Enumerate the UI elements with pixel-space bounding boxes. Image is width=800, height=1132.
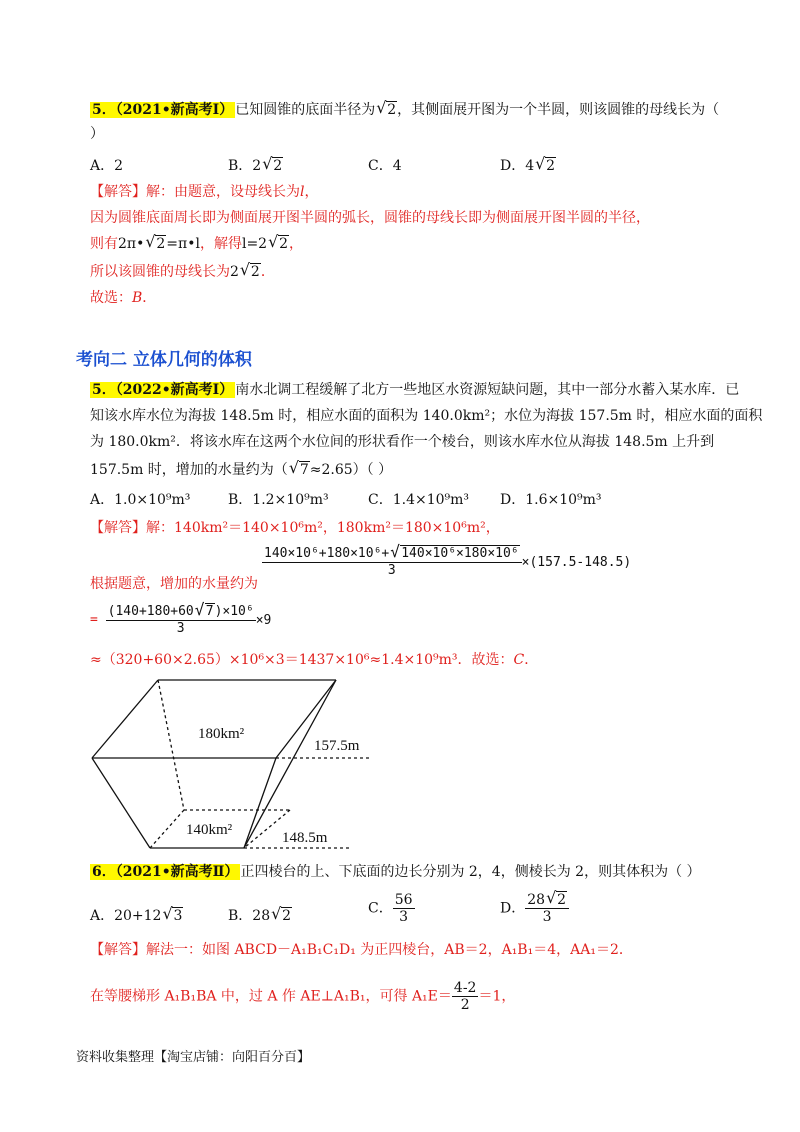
q6-solution-1: 【解答】解法一：如图 ABCD－A₁B₁C₁D₁ 为正四棱台，AB＝2，A₁B₁＝4，AA₁＝2．: [90, 942, 633, 958]
q5a-stem-line2: ）: [90, 126, 104, 142]
q5a-solution-3: 则有2π•√ 2=π•l，解得l=2√ 2，: [90, 234, 303, 254]
q5b-tag: 5．（2022•新高考Ⅰ）: [92, 382, 234, 398]
formula-1: $\frac{\text{140×10⁶+180×10⁶+√ 140×10⁶×180×10⁶}}{3}$ ×(157.5-148.5): [262, 546, 631, 579]
hidden-edge: [150, 810, 184, 848]
section-heading: 考向二 立体几何的体积: [76, 350, 252, 370]
option-a: A．1.0×10⁹m³: [90, 492, 191, 508]
label-top-altitude: 157.5m: [314, 738, 360, 754]
q5b-stem-line2: 知该水库水位为海拔 148.5m 时，相应水面的面积为 140.0km²；水位为海拔 157.5m 时，相应水面的面积: [90, 408, 763, 424]
q5a-solution-4: 所以该圆锥的母线长为2√ 2．: [90, 262, 275, 282]
option-c: C．1.4×10⁹m³: [368, 492, 470, 508]
q5a-solution-1: 【解答】解：由题意，设母线长为l，: [90, 184, 319, 200]
option-b: B．2√ 2: [228, 156, 283, 176]
edge: [244, 680, 336, 848]
q6-stem: 6．（2021•新高考Ⅱ） 正四棱台的上、下底面的边长分别为 2，4，侧棱长为 2，则其体积为（ ）: [92, 864, 701, 880]
option-b: B．1.2×10⁹m³: [228, 492, 329, 508]
q5a-solution-2: 因为圆锥底面周长即为侧面展开图半圆的弧长，圆锥的母线长即为侧面展开图半圆的半径，: [90, 210, 650, 226]
q6-solution-2: 在等腰梯形 A₁B₁BA 中，过 A 作 AE⊥A₁B₁，可得 A₁E＝ $\frac{4-2}{2}$ ＝1，: [90, 980, 516, 1013]
label-bottom-altitude: 148.5m: [282, 830, 328, 846]
q5b-solution-1: 【解答】解：140km²＝140×10⁶m²，180km²＝180×10⁶m²，: [90, 520, 500, 536]
option-a: A．20+12√ 3: [90, 906, 183, 926]
q5b-solution-3: ≈（320+60×2.65）×10⁶×3＝1437×10⁶≈1.4×10⁹m³．故选：C．: [90, 652, 539, 668]
label-top-area: 180km²: [198, 726, 245, 742]
q5a-tag: 5．（2021•新高考Ⅰ）: [92, 102, 234, 118]
edge: [92, 680, 158, 758]
option-b: B．28√ 2: [228, 906, 292, 926]
q6-tag: 6．（2021•新高考Ⅱ）: [92, 864, 239, 880]
option-d: D．1.6×10⁹m³: [500, 492, 602, 508]
formula-2: = $\frac{\text{(140+180+60√ 7)×10⁶}}{3}$ ×9: [90, 604, 271, 637]
label-bottom-area: 140km²: [186, 822, 233, 838]
option-a: A．2: [90, 158, 124, 174]
q5b-stem-line3: 为 180.0km²．将该水库在这两个水位间的形状看作一个棱台，则该水库水位从海拔 148.5m 上升到: [90, 434, 715, 450]
q5b-stem-line4: 157.5m 时，增加的水量约为（√ 7≈2.65）（ ）: [90, 460, 392, 480]
edge: [92, 758, 150, 848]
q5a-solution-5: 故选：B．: [90, 290, 157, 306]
option-d: D． $\frac{28√ 2}{3}$: [500, 892, 569, 925]
sqrt: √ 2: [376, 100, 397, 120]
q5b-solution-2: 根据题意，增加的水量约为: [90, 576, 258, 592]
option-d: D．4√ 2: [500, 156, 556, 176]
hidden-edge: [158, 680, 184, 810]
q5a-stem-line1: 5．（2021•新高考Ⅰ） 已知圆锥的底面半径为√ 2，其侧面展开图为一个半圆，则该圆锥的母线长为（: [90, 100, 719, 120]
option-c: C． $\frac{56}{3}$: [368, 892, 413, 925]
option-c: C．4: [368, 158, 402, 174]
footer-note: 资料收集整理【淘宝店铺：向阳百分百】: [76, 1050, 311, 1065]
q5b-stem-line1: 5．（2022•新高考Ⅰ） 南水北调工程缓解了北方一些地区水资源短缺问题，其中一部分水蓄入某水库．已: [92, 382, 740, 398]
